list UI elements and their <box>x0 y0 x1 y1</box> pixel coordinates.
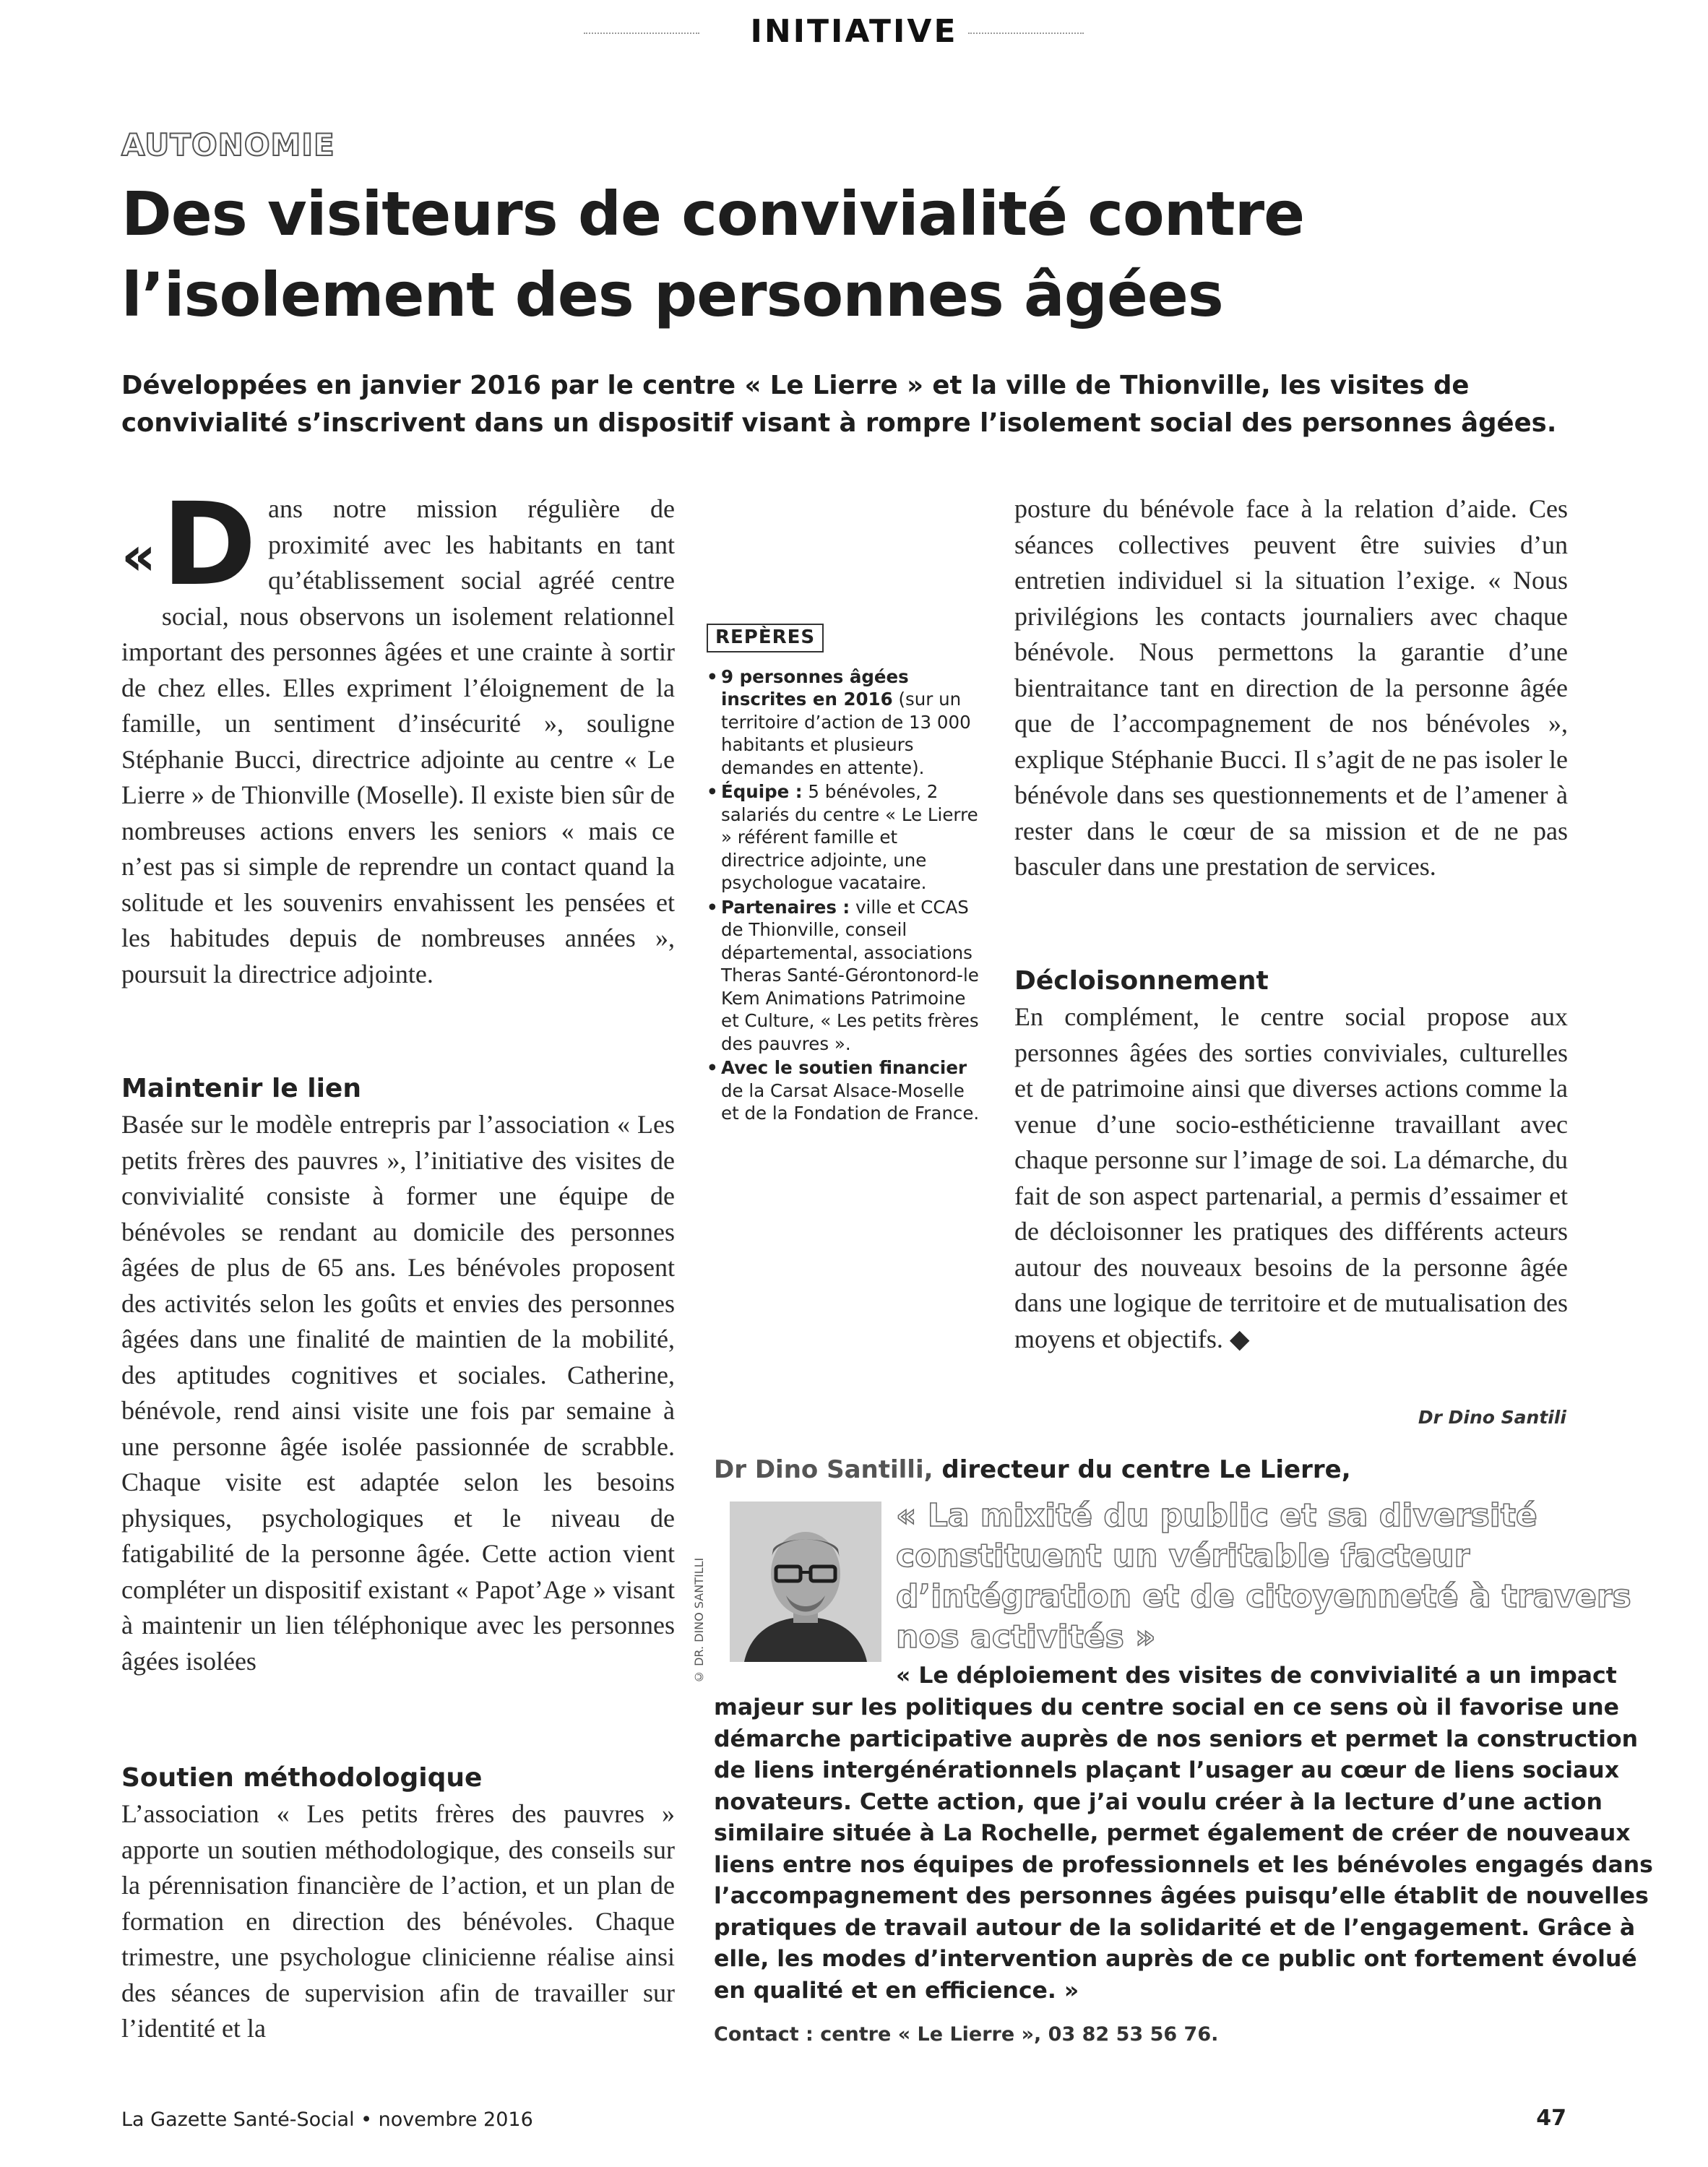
pull-quote <box>896 1496 1631 1658</box>
standfirst <box>121 367 1588 442</box>
interview-first-line: « Le déploiement des visites de convivialité a un impact <box>896 1663 1617 1689</box>
drop-cap: D <box>161 478 256 611</box>
interviewee-name: Dr Dino Santilli, <box>714 1455 933 1484</box>
section-rubric: INITIATIVE <box>750 13 958 50</box>
interview-line: démarche participative auprès de nos seniors et permet la construction <box>714 1726 1639 1752</box>
reperes-box <box>707 624 981 1126</box>
column-3-posture <box>1014 491 1568 885</box>
paragraph-posture: posture du bénévole face à la relation d’aide. Ces séances collectives peuvent être suivies d’un entretien individuel si la situation l’exige. « Nous privilégions les contacts journaliers avec chaque bénévole. Nous permettons la garantie d’une bientraitance tant en direction de la personne âgée que de l’accompagnement de nos bénévoles », explique Stéphanie Bucci. Il s’agit de ne pas isoler le bénévole dans ses questionnements et de l’amener à rester dans le cœur de sa mission et de ne pas basculer dans une prestation de services. <box>1014 494 1568 881</box>
opening-guillemet: « <box>121 525 156 587</box>
standfirst-line: Développées en janvier 2016 par le centre « Le Lierre » et la ville de Thionville, les visites de <box>121 371 1470 400</box>
photo-credit: © DR. DINO SANTILLI <box>692 1557 706 1684</box>
paragraph-soutien-methodologique: L’association « Les petits frères des pauvres » apporte un soutien méthodologique, des conseils sur la pérennisation financière de l’action, et un plan de formation en direction des bénévoles. Chaque trimestre, une psychologue clinicienne réalise ainsi des séances de supervision afin de travailler sur l’identité et la <box>121 1799 675 2043</box>
subheading-soutien-methodologique: Soutien méthodologique <box>121 1763 483 1793</box>
column-3-section-decloisonnement <box>1014 963 1568 1357</box>
interview-line: liens entre nos équipes de professionnels et les bénévoles engagés dans <box>714 1851 1653 1878</box>
portrait-illustration <box>730 1502 881 1662</box>
interview-body <box>714 1692 1653 2007</box>
portrait-photo <box>730 1502 881 1662</box>
rubric-rule-right <box>968 33 1084 34</box>
column-1-section-soutien <box>121 1760 675 2047</box>
article-title <box>121 173 1595 335</box>
reperes-item: • Partenaires : ville et CCAS de Thionville, conseil départemental, associations Theras Santé-Gérontonord-le Kem Animations Patrimoine et Culture, « Les petits frères des pauvres ». <box>707 896 981 1056</box>
intro-paragraph: ans notre mission régulière de proximité avec les habitants en tant qu’établissement social agréé centre social, nous observons un isolement relationnel important des personnes âgées et une crainte à sortir de chez elles. Elles expriment l’éloignement de la famille, un sentiment d’insécurité », souligne Stéphanie Bucci, directrice adjointe au centre « Le Lierre » de Thionville (Moselle). Il existe bien sûr de nombreuses actions envers les seniors « mais ce n’est pas si simple de reprendre un contact quand la solitude et les souvenirs envahissent les pensées et les habitudes depuis de nombreuses années », poursuit la directrice adjointe. <box>121 494 675 988</box>
interviewee-role: directeur du centre Le Lierre, <box>933 1455 1351 1484</box>
reperes-item: • Équipe : 5 bénévoles, 2 salariés du centre « Le Lierre » référent famille et directrice adjointe, une psychologue vacataire. <box>707 780 981 895</box>
article-signature: Dr Dino Santili <box>1418 1407 1566 1428</box>
interview-line: similaire située à La Rochelle, permet également de créer de nouveaux <box>714 1820 1631 1846</box>
quote-line: nos activités » <box>896 1619 1156 1655</box>
standfirst-line: convivialité s’inscrivent dans un dispositif visant à rompre l’isolement social des personnes âgées. <box>121 408 1557 438</box>
interview-line: pratiques de travail autour de la solidarité et de l’engagement. Grâce à <box>714 1914 1636 1941</box>
quote-line: d’intégration et de citoyenneté à travers <box>896 1578 1631 1615</box>
interview-line: l’accompagnement des personnes âgées puisqu’elle établit de nouvelles <box>714 1883 1649 1909</box>
interview-line: en qualité et en efficience. » <box>714 1977 1079 2004</box>
interview-line: elle, les modes d’intervention auprès de ce public ont fortement évolué <box>714 1946 1637 1972</box>
contact-line: Contact : centre « Le Lierre », 03 82 53 56 76. <box>714 2023 1219 2046</box>
column-1-intro <box>121 478 675 992</box>
interview-line: novateurs. Cette action, que j’ai voulu créer à la lecture d’une action <box>714 1788 1603 1815</box>
subheading-maintenir-le-lien: Maintenir le lien <box>121 1074 361 1103</box>
title-line: l’isolement des personnes âgées <box>121 259 1223 330</box>
paragraph-maintenir-le-lien: Basée sur le modèle entrepris par l’association « Les petits frères des pauvres », l’initiative des visites de convivialité consiste à former une équipe de bénévoles se rendant au domicile des personnes âgées de plus de 65 ans. Les bénévoles proposent des activités selon les goûts et envies des personnes âgées dans une finalité de maintien de la mobilité, des aptitudes cognitives et sociales. Catherine, bénévole, rend ainsi visite une fois par semaine à une personne âgée isolée passionnée de scrabble. Chaque visite est adaptée selon les besoins physiques, psychologiques et le niveau de fatigabilité de la personne âgée. Cette action vient compléter un dispositif existant « Papot’Age » visant à maintenir un lien téléphonique avec les personnes âgées isolées <box>121 1110 675 1676</box>
footer-publication: La Gazette Santé-Social • novembre 2016 <box>121 2108 533 2131</box>
reperes-item: • Avec le soutien financier de la Carsat Alsace-Moselle et de la Fondation de France. <box>707 1056 981 1125</box>
paragraph-decloisonnement: En complément, le centre social propose aux personnes âgées des sorties conviviales, culturelles et de patrimoine ainsi que diverses actions comme la venue d’une socio-esthéticienne travaillant avec chaque personne sur l’image de soi. La démarche, du fait de son aspect partenarial, a permis d’essaimer et de décloisonner les pratiques des différents acteurs autour des nouveaux besoins de la personne âgée dans une logique de territoire et de mutualisation des moyens et objectifs. ◆ <box>1014 1002 1568 1353</box>
column-1-section-lien <box>121 1071 675 1679</box>
interview-line: de liens intergénérationnels plaçant l’usager au cœur de liens sociaux <box>714 1757 1620 1783</box>
subheading-decloisonnement: Décloisonnement <box>1014 966 1269 996</box>
reperes-item: • 9 personnes âgées inscrites en 2016 (sur un territoire d’action de 13 000 habitants et plusieurs demandes en attente). <box>707 665 981 780</box>
reperes-list <box>707 665 981 1125</box>
quote-line: constituent un véritable facteur <box>896 1538 1470 1574</box>
title-line: Des visiteurs de convivialité contre <box>121 178 1305 249</box>
kicker: AUTONOMIE <box>121 127 335 163</box>
reperes-tag: REPÈRES <box>707 624 824 652</box>
quote-line: « La mixité du public et sa diversité <box>896 1497 1537 1534</box>
page-number: 47 <box>1536 2106 1566 2131</box>
interview-heading <box>714 1455 1588 1484</box>
interview-line: majeur sur les politiques du centre social en ce sens où il favorise une <box>714 1694 1619 1720</box>
